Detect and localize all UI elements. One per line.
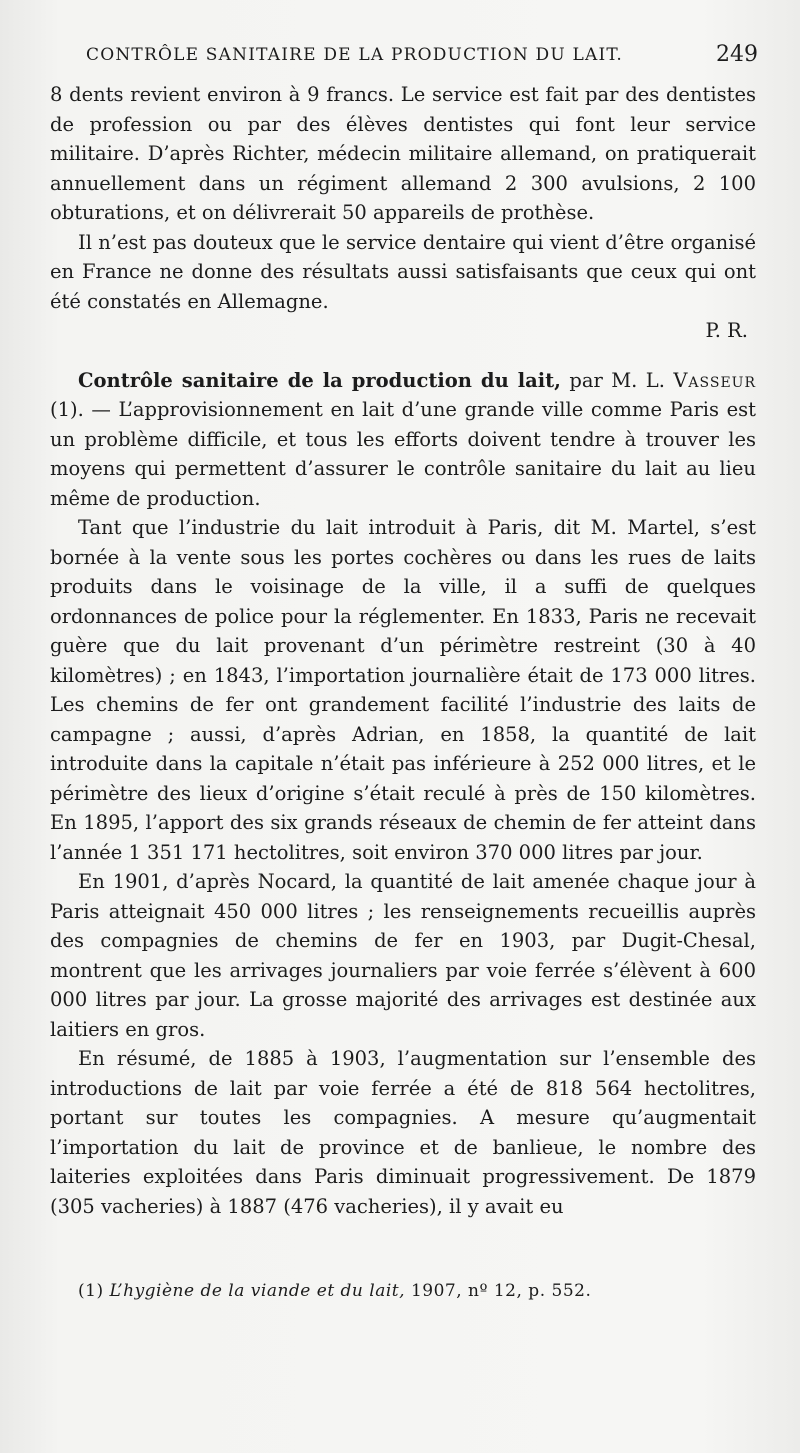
page-number: 249 [716, 42, 758, 67]
section-gap [50, 346, 756, 366]
signature: P. R. [705, 319, 748, 342]
running-header [86, 40, 758, 70]
paragraph: Il n’est pas douteux que le service dentaire qui vient d’être organisé en France ne donne des résultats aussi satisfaisants que ceux qui ont été constatés en Allemagne. [50, 230, 756, 313]
paragraph: Tant que l’industrie du lait introduit à Paris, dit M. Martel, s’est bornée à la vente sous les portes cochères ou dans les rues de laits produits dans le voisinage de la ville, il a suffi de quelques ordonnances de police pour la réglementer. En 1833, Paris ne recevait guère que du lait provenant d’un périmètre restreint (30 à 40 kilomètres) ; en 1843, l’importation journalière était de 173 000 litres. Les chemins de fer ont grandement facilité l’industrie des laits de campagne ; aussi, d’après Adrian, en 1858, la quantité de lait introduite dans la capitale n’était pas inférieure à 252 000 litres, et le périmètre des lieux d’origine s’était reculé à près de 150 kilomètres. En 1895, l’apport des six grands réseaux de chemin de fer atteint dans l’année 1 351 171 hectolitres, soit environ 370 000 litres par jour. [50, 516, 756, 864]
body-text [50, 80, 756, 1221]
section-text: — L’approvisionnement en lait d’une grande ville comme Paris est un problème difficile, et tous les efforts doivent tendre à trouver les moyens qui permettent d’assurer le contrôle sanitaire du lait au lieu même de production. [50, 398, 756, 510]
paragraph: 8 dents revient environ à 9 francs. Le service est fait par des dentistes de profession ou par des élèves dentistes qui font leur service militaire. D’après Richter, médecin militaire allemand, on pratiquerait annuellement dans un régiment allemand 2 300 avulsions, 2 100 obturations, et on délivrerait 50 appareils de prothèse. [50, 83, 756, 224]
paragraph: En 1901, d’après Nocard, la quantité de lait amenée chaque jour à Paris atteignait 450 000 litres ; les renseignements recueillis auprès des compagnies de chemins de fer en 1903, par Dugit-Chesal, montrent que les arrivages journaliers par voie ferrée s’élèvent à 600 000 litres par jour. La grosse majorité des arrivages est destinée aux laitiers en gros. [50, 870, 756, 1041]
section-paragraph [50, 366, 756, 514]
footnote-details: 1907, nº 12, p. 552. [410, 1281, 592, 1301]
section-by: par M. L. [569, 368, 665, 392]
footnote [78, 1279, 738, 1303]
section-title: Contrôle sanitaire de la production du lait, [78, 368, 561, 392]
footnote-marker: (1) [78, 1281, 104, 1301]
section-author: Vasseur [673, 368, 757, 392]
footnote-ref: (1). [50, 398, 84, 421]
footnote-title: L’hygiène de la viande et du lait, [109, 1281, 406, 1301]
paragraph: En résumé, de 1885 à 1903, l’augmentation sur l’ensemble des introductions de lait par voie ferrée a été de 818 564 hectolitres, portant sur toutes les compagnies. A mesure qu’augmentait l’importation du lait de province et de banlieue, le nombre des laiteries exploitées dans Paris diminuait progressivement. De 1879 (305 vacheries) à 1887 (476 vacheries), il y avait eu [50, 1047, 756, 1218]
running-title: CONTRÔLE SANITAIRE DE LA PRODUCTION DU LAIT. [86, 45, 624, 65]
